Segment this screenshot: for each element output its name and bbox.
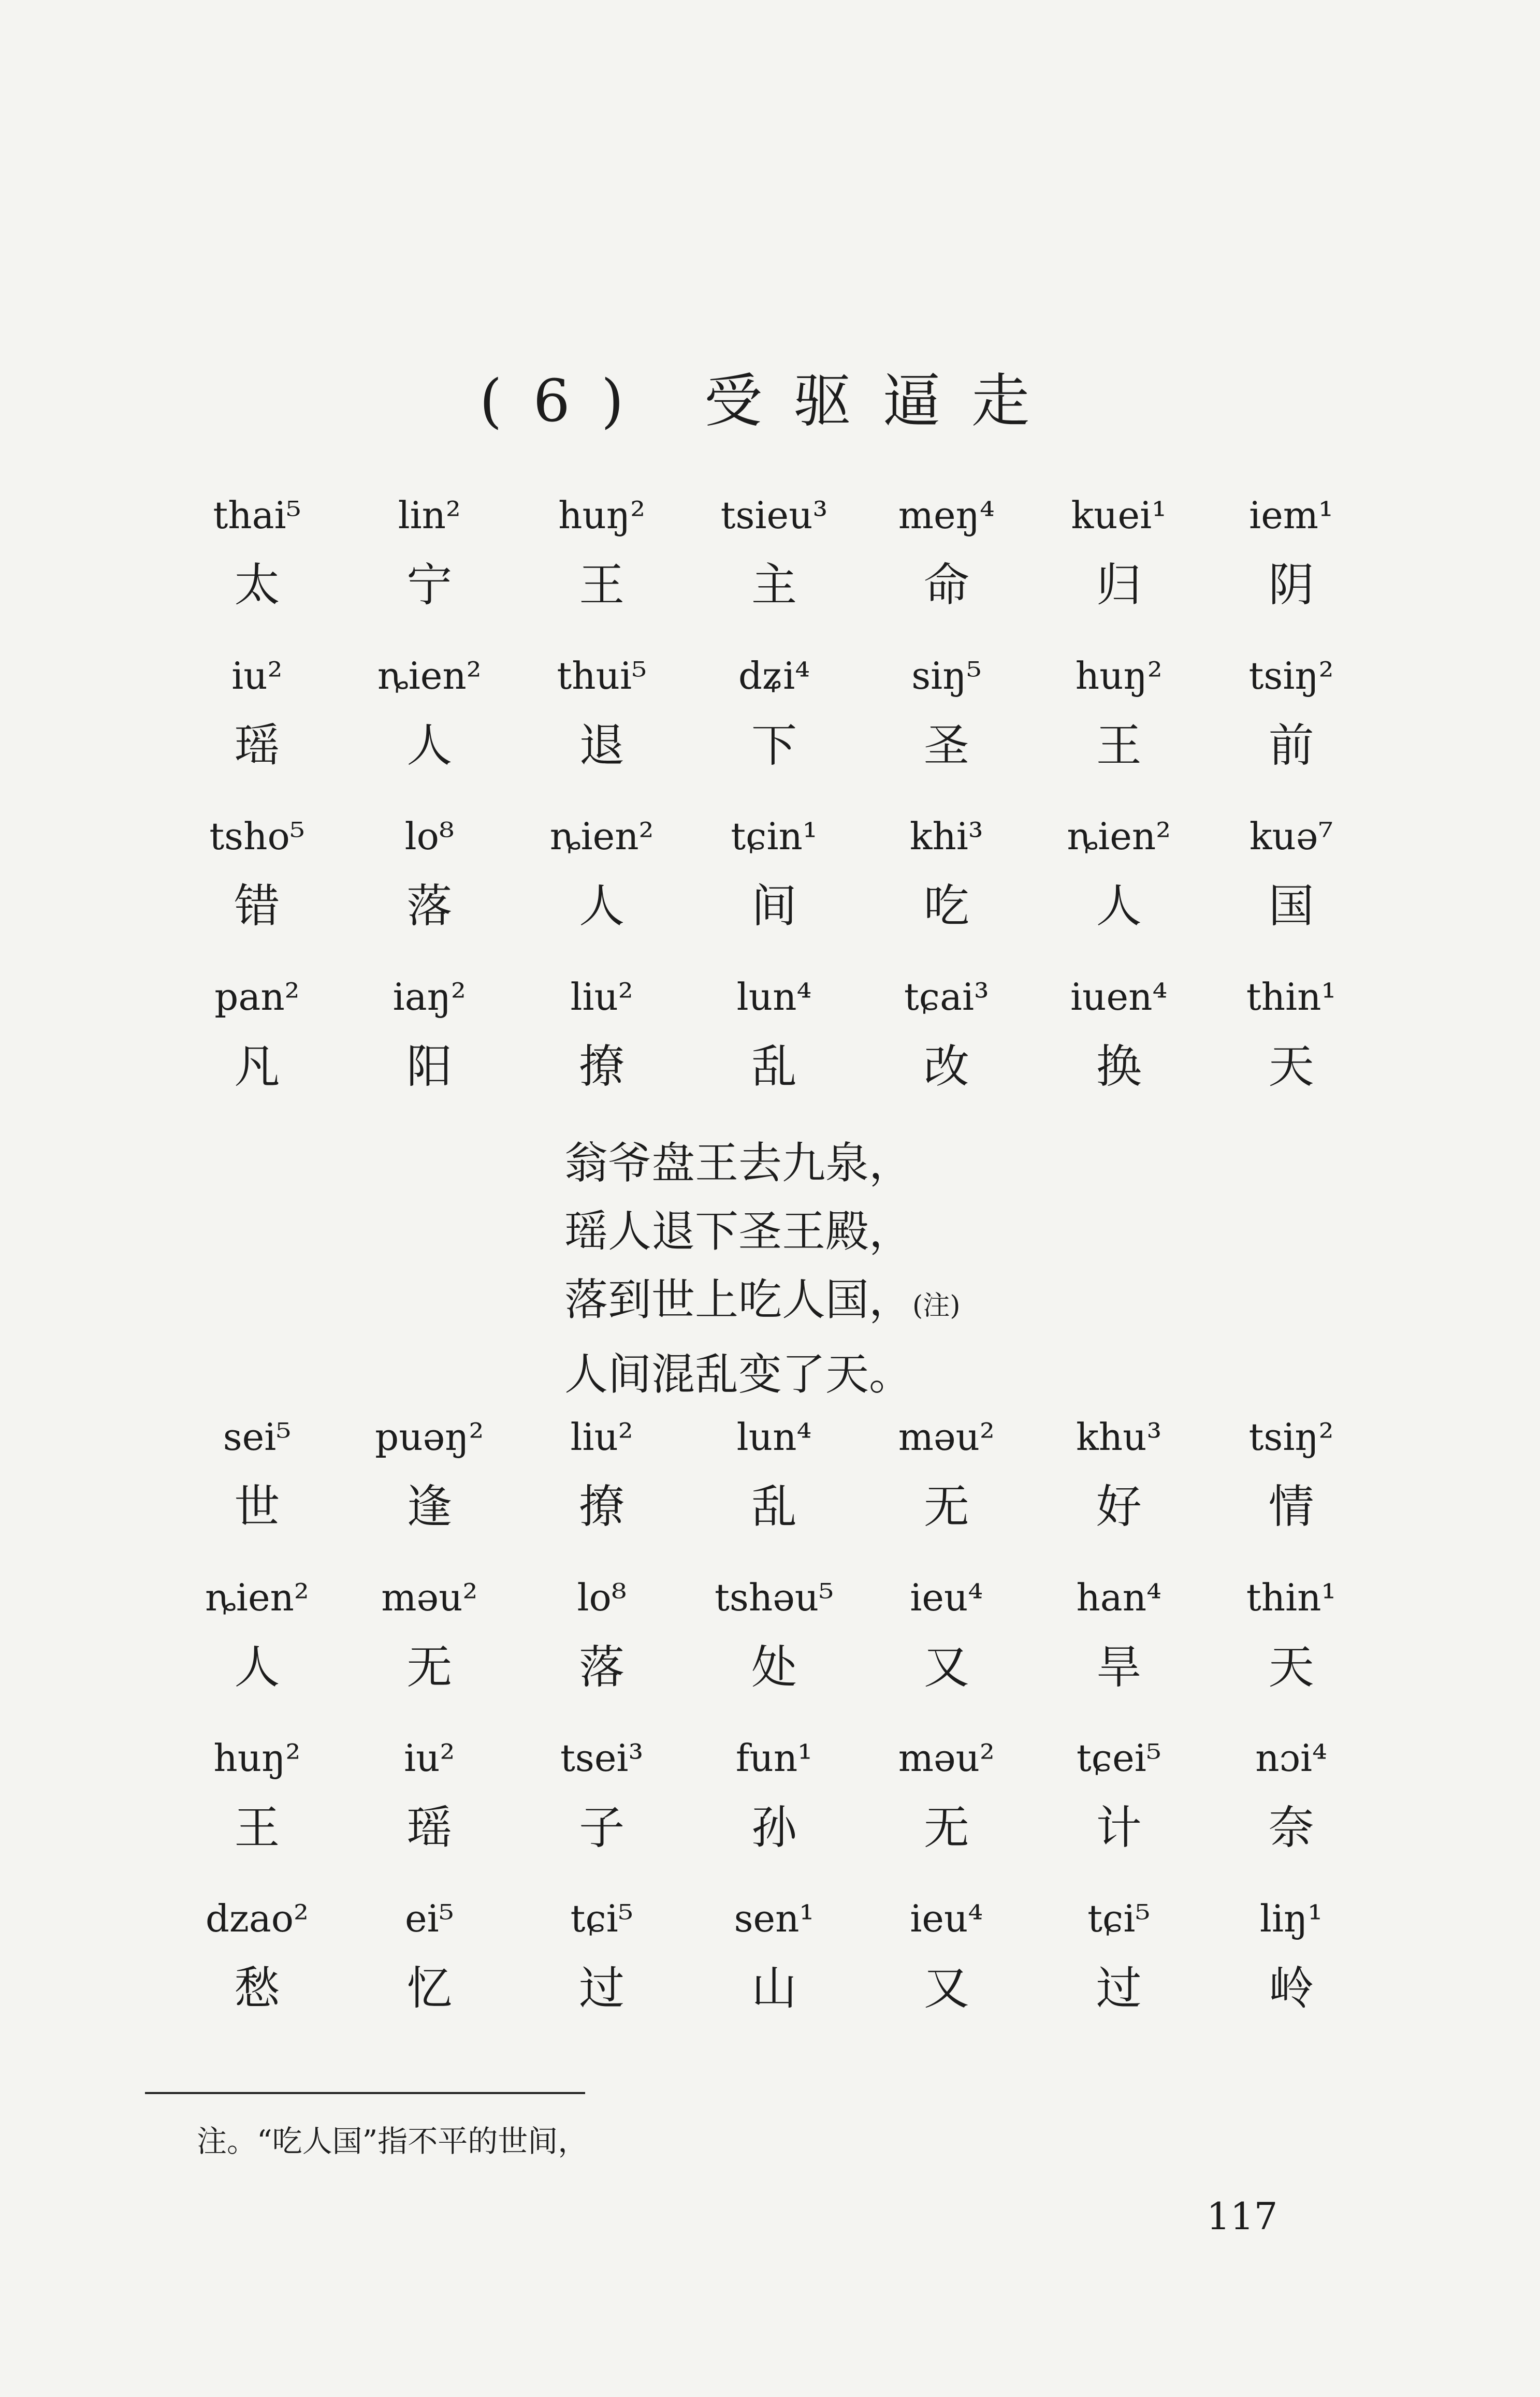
translation-line-4: 人间混乱变了天。	[564, 1349, 913, 1400]
hanzi-character: 情	[1268, 1480, 1314, 1533]
hanzi-character: 过	[1096, 1962, 1142, 2015]
hanzi-character: 太	[234, 558, 280, 612]
romanized-syllable: lun⁴	[736, 975, 812, 1019]
verse-line	[171, 1890, 1377, 2051]
romanized-syllable: tɕai³	[904, 975, 989, 1019]
romanized-syllable: sen¹	[734, 1897, 815, 1940]
romanization-row	[171, 647, 1377, 704]
hanzi-character: 乱	[751, 1480, 797, 1533]
verse-line	[171, 808, 1377, 968]
romanized-syllable: tshəu⁵	[714, 1576, 834, 1619]
hanzi-character: 子	[579, 1801, 625, 1854]
romanized-syllable: meŋ⁴	[898, 493, 995, 537]
verse-line	[171, 1730, 1377, 1890]
footnote: 注。“吃人国”指不平的世间，	[197, 2124, 588, 2159]
hanzi-character: 人	[579, 879, 625, 933]
romanized-syllable: puəŋ²	[375, 1415, 484, 1459]
translation-line-3-text: 落到世上吃人国，	[564, 1274, 913, 1325]
romanized-syllable: lin²	[398, 493, 461, 537]
footnote-divider	[145, 2092, 585, 2094]
hanzi-character: 撩	[579, 1040, 625, 1093]
verse-stanza-1	[171, 487, 1377, 1129]
romanized-syllable: kuei¹	[1071, 493, 1167, 537]
hanzi-row	[171, 1634, 1377, 1701]
hanzi-character: 人	[406, 719, 453, 772]
romanized-syllable: tsei³	[560, 1736, 644, 1780]
romanized-syllable: dʑi⁴	[738, 654, 810, 698]
hanzi-character: 瑶	[234, 719, 280, 772]
hanzi-character: 阴	[1268, 558, 1314, 612]
hanzi-character: 王	[1096, 719, 1142, 772]
romanized-syllable: tɕi⁵	[1087, 1897, 1151, 1940]
hanzi-row	[171, 873, 1377, 940]
romanized-syllable: ȵien²	[549, 815, 654, 858]
hanzi-row	[171, 712, 1377, 779]
romanized-syllable: lo⁸	[577, 1576, 627, 1619]
hanzi-character: 主	[751, 558, 797, 612]
verse-line	[171, 1408, 1377, 1569]
hanzi-character: 落	[406, 879, 453, 933]
hanzi-character: 处	[751, 1640, 797, 1694]
hanzi-character: 前	[1268, 719, 1314, 772]
romanized-syllable: thai⁵	[213, 493, 301, 537]
romanized-syllable: tɕi⁵	[570, 1897, 633, 1940]
romanization-row	[171, 808, 1377, 865]
romanized-syllable: tɕei⁵	[1076, 1736, 1161, 1780]
translation-line-2: 瑶人退下圣王殿，	[564, 1206, 913, 1257]
hanzi-character: 世	[234, 1480, 280, 1533]
romanized-syllable: tsho⁵	[209, 815, 305, 858]
hanzi-character: 岭	[1268, 1962, 1314, 2015]
hanzi-character: 孙	[751, 1801, 797, 1854]
hanzi-character: 改	[923, 1040, 969, 1093]
hanzi-character: 好	[1096, 1480, 1142, 1533]
romanized-syllable: ei⁵	[405, 1897, 454, 1940]
footnote-marker: (注)	[912, 1290, 961, 1321]
verse-line	[171, 1569, 1377, 1730]
romanized-syllable: iuen⁴	[1070, 975, 1168, 1019]
romanized-syllable: tsiŋ²	[1248, 1415, 1334, 1459]
hanzi-character: 人	[234, 1640, 280, 1694]
hanzi-character: 天	[1268, 1040, 1314, 1093]
romanized-syllable: fun¹	[735, 1736, 813, 1780]
hanzi-character: 吃	[923, 879, 969, 933]
hanzi-character: 间	[751, 879, 797, 933]
hanzi-character: 过	[579, 1962, 625, 2015]
translation-line-3	[564, 1266, 1082, 1340]
hanzi-character: 命	[923, 558, 969, 612]
romanized-syllable: liu²	[570, 975, 633, 1019]
hanzi-character: 人	[1096, 879, 1142, 933]
hanzi-character: 天	[1268, 1640, 1314, 1694]
romanized-syllable: məu²	[898, 1415, 995, 1459]
romanized-syllable: iu²	[231, 654, 283, 698]
romanized-syllable: huŋ²	[1075, 654, 1163, 698]
hanzi-character: 旱	[1096, 1640, 1142, 1694]
romanized-syllable: thin¹	[1246, 975, 1336, 1019]
hanzi-character: 国	[1268, 879, 1314, 933]
hanzi-character: 凡	[234, 1040, 280, 1093]
verse-line	[171, 968, 1377, 1129]
verse-line	[171, 647, 1377, 808]
hanzi-character: 归	[1096, 558, 1142, 612]
hanzi-character: 王	[234, 1801, 280, 1854]
hanzi-character: 奈	[1268, 1801, 1314, 1854]
romanized-syllable: khu³	[1076, 1415, 1162, 1459]
hanzi-character: 阳	[406, 1040, 453, 1093]
romanized-syllable: iem¹	[1249, 493, 1333, 537]
romanized-syllable: ȵien²	[205, 1576, 309, 1619]
hanzi-character: 瑶	[406, 1801, 453, 1854]
romanized-syllable: huŋ²	[213, 1736, 301, 1780]
verse-line	[171, 487, 1377, 647]
romanization-row	[171, 1569, 1377, 1626]
romanized-syllable: pan²	[214, 975, 300, 1019]
romanized-syllable: lun⁴	[736, 1415, 812, 1459]
romanized-syllable: thin¹	[1246, 1576, 1336, 1619]
romanized-syllable: ieu⁴	[910, 1897, 983, 1940]
romanization-row	[171, 1890, 1377, 1947]
hanzi-character: 错	[234, 879, 280, 933]
romanized-syllable: tsiŋ²	[1248, 654, 1334, 698]
romanization-row	[171, 1730, 1377, 1786]
translation-line-1: 翁爷盘王去九泉，	[564, 1138, 913, 1188]
hanzi-character: 愁	[234, 1962, 280, 2015]
romanization-row	[171, 968, 1377, 1025]
hanzi-row	[171, 551, 1377, 619]
hanzi-character: 下	[751, 719, 797, 772]
romanized-syllable: məu²	[898, 1736, 995, 1780]
hanzi-character: 又	[923, 1962, 969, 2015]
hanzi-character: 圣	[923, 719, 969, 772]
hanzi-row	[171, 1033, 1377, 1100]
romanized-syllable: iaŋ²	[393, 975, 466, 1019]
hanzi-character: 逢	[406, 1480, 453, 1533]
hanzi-character: 计	[1096, 1801, 1142, 1854]
romanized-syllable: liŋ¹	[1259, 1897, 1323, 1940]
romanized-syllable: kuə⁷	[1249, 815, 1333, 858]
romanized-syllable: tsieu³	[720, 493, 828, 537]
romanized-syllable: huŋ²	[558, 493, 646, 537]
hanzi-character: 无	[406, 1640, 453, 1694]
romanized-syllable: dzao²	[205, 1897, 309, 1940]
hanzi-character: 乱	[751, 1040, 797, 1093]
hanzi-character: 换	[1096, 1040, 1142, 1093]
romanized-syllable: thui⁵	[557, 654, 647, 698]
romanized-syllable: nɔi⁴	[1255, 1736, 1327, 1780]
romanization-row	[171, 1408, 1377, 1465]
romanized-syllable: tɕin¹	[731, 815, 818, 858]
hanzi-character: 退	[579, 719, 625, 772]
romanized-syllable: ȵien²	[1067, 815, 1171, 858]
hanzi-row	[171, 1955, 1377, 2022]
chinese-translation	[564, 1129, 1082, 1408]
hanzi-character: 落	[579, 1640, 625, 1694]
romanized-syllable: ȵien²	[377, 654, 482, 698]
romanized-syllable: han⁴	[1076, 1576, 1161, 1619]
hanzi-row	[171, 1473, 1377, 1541]
hanzi-character: 又	[923, 1640, 969, 1694]
hanzi-character: 无	[923, 1480, 969, 1533]
hanzi-character: 无	[923, 1801, 969, 1854]
romanized-syllable: məu²	[381, 1576, 478, 1619]
page-number: 117	[1207, 2195, 1278, 2238]
romanized-syllable: lo⁸	[404, 815, 454, 858]
section-title: (6) 受驱逼走	[479, 368, 1061, 435]
hanzi-character: 忆	[406, 1962, 453, 2015]
verse-stanza-2	[171, 1408, 1377, 2051]
romanized-syllable: siŋ⁵	[911, 654, 982, 698]
hanzi-character: 山	[751, 1962, 797, 2015]
hanzi-row	[171, 1794, 1377, 1862]
romanized-syllable: sei⁵	[223, 1415, 292, 1459]
romanized-syllable: khi³	[909, 815, 983, 858]
romanized-syllable: ieu⁴	[910, 1576, 983, 1619]
romanized-syllable: iu²	[404, 1736, 455, 1780]
hanzi-character: 王	[579, 558, 625, 612]
romanization-row	[171, 487, 1377, 544]
hanzi-character: 撩	[579, 1480, 625, 1533]
hanzi-character: 宁	[406, 558, 453, 612]
romanized-syllable: liu²	[570, 1415, 633, 1459]
